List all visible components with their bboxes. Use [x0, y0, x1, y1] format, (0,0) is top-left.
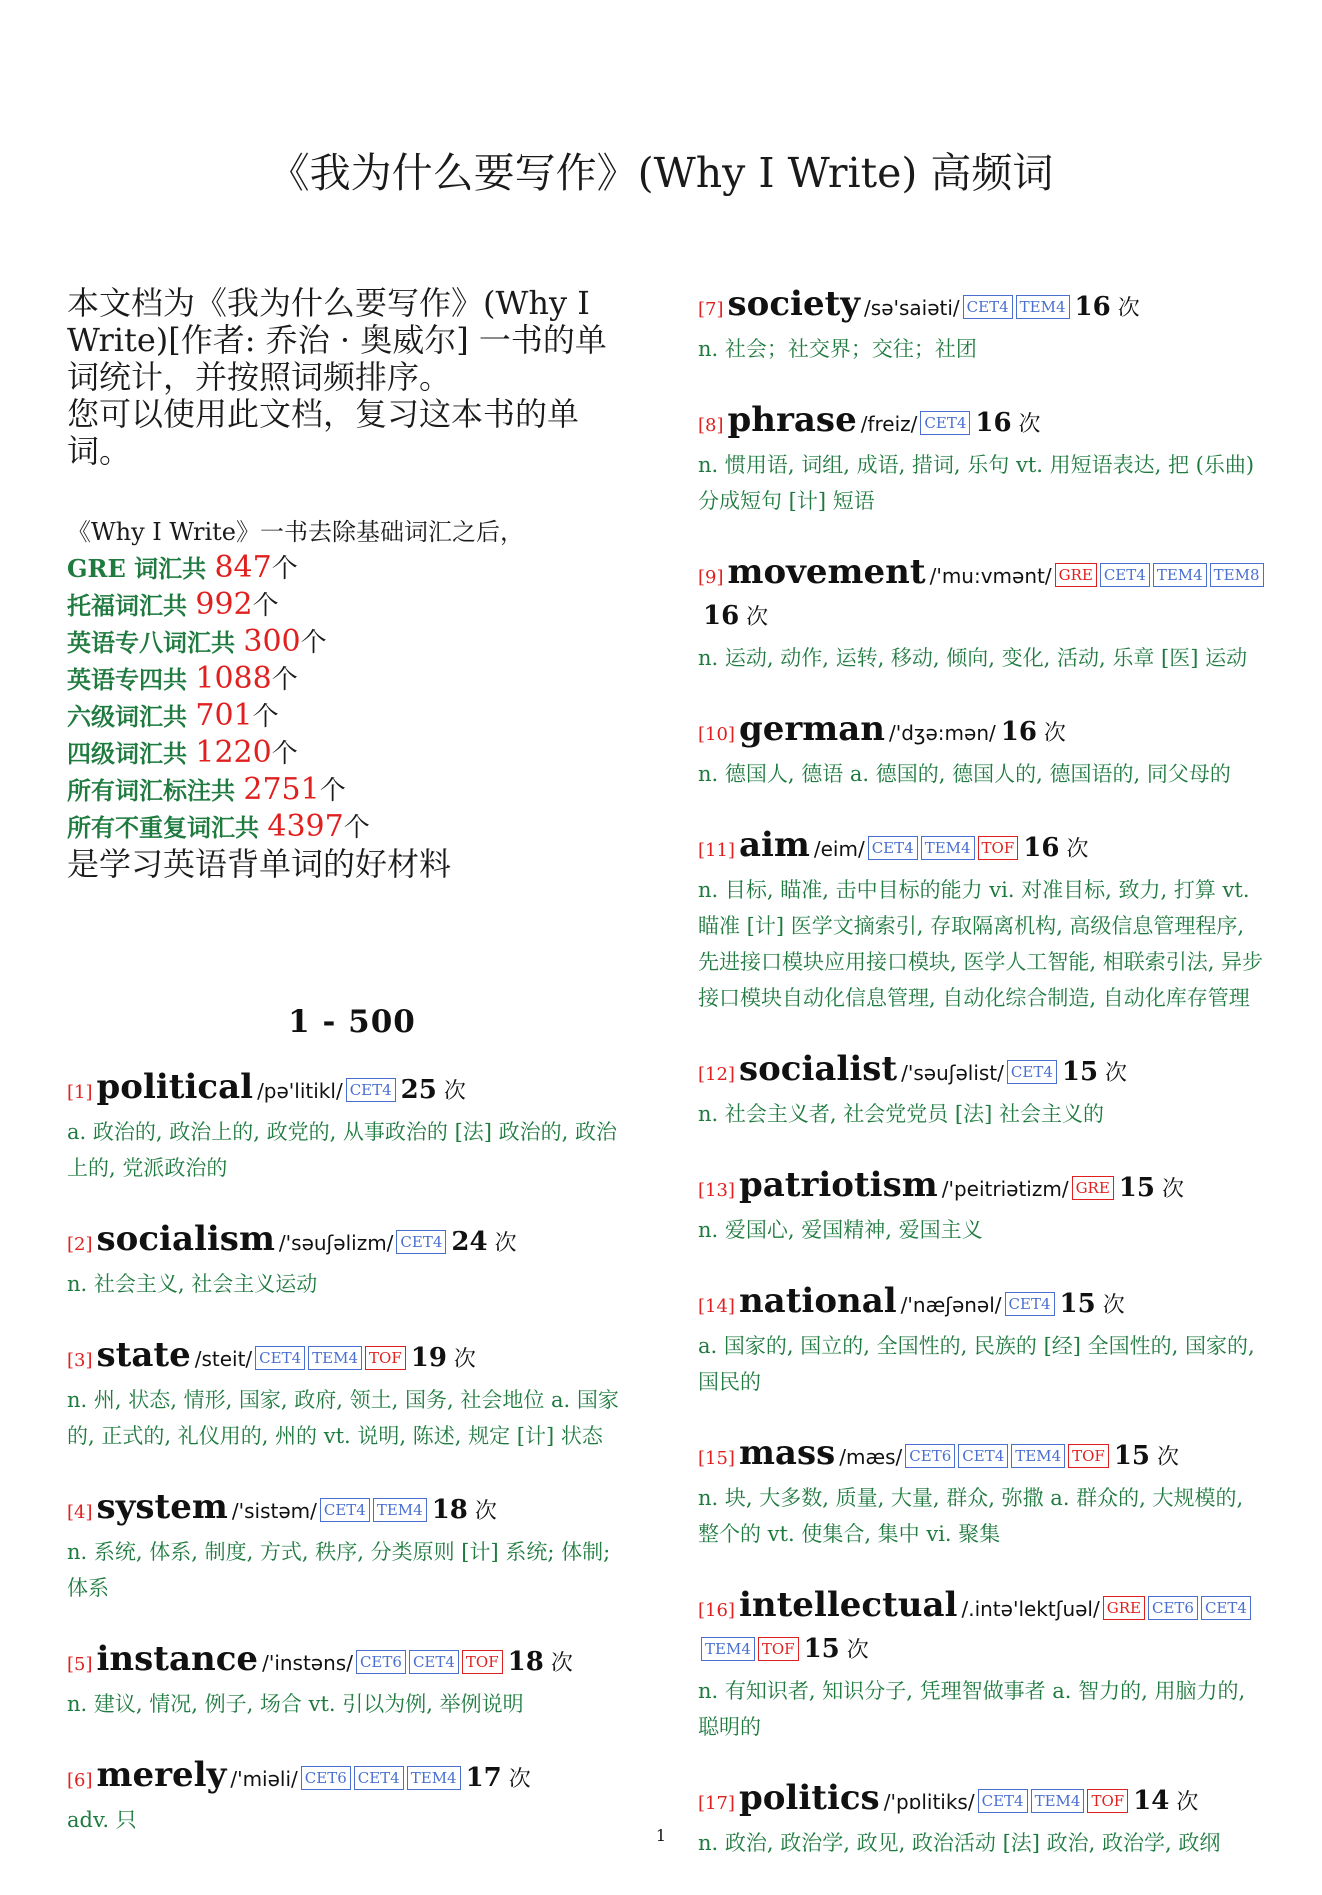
exam-tag-tof: TOF — [758, 1637, 799, 1661]
intro-line-2: 您可以使用此文档，复习这本书的单词。 — [67, 395, 580, 470]
entry-index: [2] — [67, 1234, 93, 1255]
word-entry — [698, 1166, 1268, 1248]
word-entry — [698, 401, 1268, 519]
word-entry — [67, 1488, 637, 1606]
entry-times-label: 次 — [1110, 296, 1140, 321]
entry-phonetic: /freiz/ — [860, 412, 918, 436]
stats-count: 847 — [214, 550, 272, 585]
entry-index: [10] — [698, 724, 735, 745]
entry-times-label: 次 — [1098, 1061, 1128, 1086]
entry-count: 24 — [451, 1227, 488, 1257]
stats-unit: 个 — [271, 739, 298, 769]
entry-head — [698, 1050, 1268, 1094]
word-entry — [698, 1779, 1268, 1861]
right-column — [698, 285, 1268, 1895]
exam-tag-gre: GRE — [1072, 1176, 1114, 1200]
entry-count: 15 — [1061, 1057, 1099, 1087]
entry-word: national — [738, 1281, 897, 1321]
word-entry — [67, 1068, 637, 1186]
exam-tag-cet6: CET6 — [301, 1766, 351, 1790]
entry-count: 14 — [1133, 1786, 1170, 1816]
entry-word: socialism — [96, 1219, 275, 1259]
entry-count: 16 — [975, 408, 1012, 438]
stats-unit: 个 — [319, 776, 346, 806]
exam-tag-gre: GRE — [1055, 563, 1097, 587]
exam-tag-tof: TOF — [978, 836, 1019, 860]
word-list-left — [67, 1068, 637, 1838]
word-entry — [67, 1336, 637, 1454]
word-entry — [698, 1586, 1268, 1745]
entry-word: socialist — [738, 1049, 898, 1089]
stats-count: 300 — [243, 624, 301, 659]
entry-count: 25 — [400, 1075, 437, 1105]
entry-definition: n. 社会主义, 社会主义运动 — [67, 1272, 318, 1296]
entry-index: [13] — [698, 1180, 735, 1201]
intro-line-1: 本文档为《我为什么要写作》(Why I Write)[作者: 乔治 · 奥威尔] 一书的单词统计，并按照词频排序。 — [67, 284, 607, 396]
entry-head — [698, 1282, 1268, 1326]
exam-tag-tof: TOF — [365, 1346, 406, 1370]
entry-word: state — [96, 1335, 191, 1375]
entry-count: 18 — [507, 1647, 544, 1677]
entry-word: intellectual — [738, 1585, 958, 1625]
entry-head — [67, 1220, 637, 1264]
entry-index: [4] — [67, 1502, 93, 1523]
entry-count: 15 — [1118, 1173, 1155, 1203]
entry-word: instance — [96, 1639, 259, 1679]
entry-definition: n. 运动, 动作, 运转, 移动, 倾向, 变化, 活动, 乐章 [医] 运动 — [698, 646, 1248, 670]
stats-label: 英语专八词汇共 — [67, 628, 244, 657]
entry-head — [67, 1640, 637, 1684]
word-entry — [698, 553, 1268, 676]
entry-definition: n. 社会；社交界；交往；社团 — [698, 337, 977, 361]
word-entry — [698, 1050, 1268, 1132]
word-entry — [698, 826, 1268, 1016]
left-column — [67, 285, 637, 1872]
entry-phonetic: /'pɒlitiks/ — [883, 1790, 975, 1814]
entry-definition: adv. 只 — [67, 1808, 137, 1832]
entry-head — [698, 826, 1268, 870]
range-heading: 1 - 500 — [288, 1004, 416, 1040]
stats-unit: 个 — [271, 554, 298, 584]
entry-head — [67, 1488, 637, 1532]
entry-times-label: 次 — [1095, 1293, 1125, 1318]
entry-word: mass — [738, 1433, 836, 1473]
entry-index: [6] — [67, 1770, 93, 1791]
entry-count: 18 — [431, 1495, 468, 1525]
entry-index: [15] — [698, 1448, 735, 1469]
exam-tag-tof: TOF — [1087, 1789, 1128, 1813]
entry-head — [698, 1434, 1268, 1478]
entry-phonetic: /'sistəm/ — [231, 1499, 317, 1523]
stats-rows — [67, 550, 637, 846]
exam-tag-tem4: TEM4 — [1016, 295, 1070, 319]
stats-label: GRE 词汇共 — [67, 554, 215, 583]
entry-times-label: 次 — [1154, 1177, 1184, 1202]
entry-count: 17 — [465, 1763, 502, 1793]
entry-phonetic: /pə'litikl/ — [257, 1079, 343, 1103]
stats-row — [67, 698, 637, 735]
exam-tag-tem4: TEM4 — [308, 1346, 362, 1370]
entry-index: [7] — [698, 299, 724, 320]
entry-index: [8] — [698, 415, 724, 436]
exam-tag-cet4: CET4 — [320, 1498, 370, 1522]
entry-definition: n. 州, 状态, 情形, 国家, 政府, 领土, 国务, 社会地位 a. 国家的, 正式的, 礼仪用的, 州的 vt. 说明, 陈述, 规定 [计] 状态 — [67, 1388, 619, 1448]
entry-times-label: 次 — [501, 1767, 531, 1792]
exam-tag-cet4: CET4 — [1100, 563, 1150, 587]
stats-closing: 是学习英语背单词的好材料 — [67, 845, 452, 883]
entry-phonetic: /mæs/ — [839, 1445, 903, 1469]
word-entry — [698, 710, 1268, 792]
exam-tag-cet4: CET4 — [346, 1078, 396, 1102]
stats-row — [67, 735, 637, 772]
entry-count: 16 — [703, 601, 740, 631]
entry-count: 16 — [1074, 292, 1111, 322]
stats-row — [67, 624, 637, 661]
entry-phonetic: /'instəns/ — [262, 1651, 353, 1675]
stats-row — [67, 550, 637, 587]
entry-definition: n. 系统, 体系, 制度, 方式, 秩序, 分类原则 [计] 系统; 体制; 体系 — [67, 1540, 611, 1600]
stats-label: 所有词汇标注共 — [67, 776, 244, 805]
stats-count: 4397 — [267, 809, 344, 844]
exam-tag-cet4: CET4 — [958, 1444, 1008, 1468]
entry-phonetic: /steit/ — [194, 1347, 253, 1371]
entry-index: [14] — [698, 1296, 735, 1317]
entry-definition: n. 政治, 政治学, 政见, 政治活动 [法] 政治, 政治学, 政纲 — [698, 1831, 1221, 1855]
exam-tag-cet4: CET4 — [409, 1650, 459, 1674]
entry-times-label: 次 — [1036, 721, 1066, 746]
entry-times-label: 次 — [543, 1651, 573, 1676]
entry-definition: n. 爱国心, 爱国精神, 爱国主义 — [698, 1218, 983, 1242]
entry-definition: n. 有知识者, 知识分子, 凭理智做事者 a. 智力的, 用脑力的, 聪明的 — [698, 1679, 1246, 1739]
entry-word: system — [96, 1487, 228, 1527]
entry-definition: n. 块, 大多数, 质量, 大量, 群众, 弥撒 a. 群众的, 大规模的, 整个的 vt. 使集合, 集中 vi. 聚集 — [698, 1486, 1244, 1546]
entry-index: [11] — [698, 840, 735, 861]
entry-times-label: 次 — [1169, 1790, 1199, 1815]
exam-tag-tof: TOF — [462, 1650, 503, 1674]
entry-definition: n. 建议, 情况, 例子, 场合 vt. 引以为例, 举例说明 — [67, 1692, 524, 1716]
document-title: 《我为什么要写作》(Why I Write) 高频词 — [268, 149, 1054, 197]
exam-tag-tof: TOF — [1068, 1444, 1109, 1468]
stats-count: 1220 — [195, 735, 272, 770]
entry-count: 15 — [1113, 1441, 1151, 1471]
exam-tag-cet4: CET4 — [868, 836, 918, 860]
entry-index: [12] — [698, 1064, 735, 1085]
exam-tag-tem4: TEM4 — [701, 1637, 755, 1661]
entry-times-label: 次 — [1150, 1445, 1180, 1470]
stats-count: 1088 — [195, 661, 272, 696]
stats-unit: 个 — [271, 665, 298, 695]
entry-head — [67, 1068, 637, 1112]
exam-tag-tem4: TEM4 — [1011, 1444, 1065, 1468]
word-entry — [698, 1434, 1268, 1552]
stats-count: 992 — [195, 587, 253, 622]
page-number: 1 — [655, 1826, 667, 1845]
exam-tag-tem4: TEM4 — [1031, 1789, 1085, 1813]
entry-phonetic: /.intə'lektʃuəl/ — [961, 1597, 1100, 1621]
entry-word: phrase — [727, 400, 857, 440]
exam-tag-cet6: CET6 — [905, 1444, 955, 1468]
exam-tag-tem4: TEM4 — [1153, 563, 1207, 587]
entry-count: 15 — [803, 1634, 840, 1664]
entry-index: [17] — [698, 1793, 735, 1814]
exam-tag-tem8: TEM8 — [1210, 563, 1264, 587]
entry-word: society — [727, 284, 861, 324]
stats-row — [67, 809, 637, 846]
word-entry — [67, 1220, 637, 1302]
entry-head — [698, 1779, 1268, 1823]
entry-times-label: 次 — [839, 1638, 869, 1663]
entry-definition: n. 社会主义者, 社会党党员 [法] 社会主义的 — [698, 1102, 1104, 1126]
entry-head — [67, 1336, 637, 1380]
stats-label: 四级词汇共 — [67, 739, 196, 768]
exam-tag-cet4: CET4 — [1005, 1292, 1055, 1316]
entry-head — [698, 285, 1268, 329]
stats-row — [67, 587, 637, 624]
entry-times-label: 次 — [436, 1079, 466, 1104]
entry-times-label: 次 — [467, 1499, 497, 1524]
vocab-stats — [67, 514, 637, 882]
exam-tag-cet4: CET4 — [354, 1766, 404, 1790]
exam-tag-cet4: CET4 — [963, 295, 1013, 319]
exam-tag-cet6: CET6 — [356, 1650, 406, 1674]
word-list-right — [698, 285, 1268, 1861]
entry-count: 16 — [1000, 717, 1037, 747]
entry-count: 16 — [1023, 833, 1060, 863]
stats-unit: 个 — [300, 628, 327, 658]
stats-row — [67, 772, 637, 809]
entry-index: [1] — [67, 1082, 93, 1103]
stats-label: 六级词汇共 — [67, 702, 196, 731]
stats-unit: 个 — [252, 702, 279, 732]
entry-definition: n. 德国人, 德语 a. 德国的, 德国人的, 德国语的, 同父母的 — [698, 762, 1231, 786]
word-entry — [698, 285, 1268, 367]
entry-times-label: 次 — [446, 1347, 476, 1372]
entry-word: aim — [738, 825, 810, 865]
exam-tag-tem4: TEM4 — [373, 1498, 427, 1522]
stats-label: 英语专四共 — [67, 665, 196, 694]
stats-count: 701 — [195, 698, 253, 733]
entry-phonetic: /'miəli/ — [230, 1767, 298, 1791]
entry-word: movement — [727, 552, 926, 592]
exam-tag-gre: GRE — [1103, 1596, 1145, 1620]
entry-index: [9] — [698, 567, 724, 588]
entry-count: 15 — [1059, 1289, 1096, 1319]
entry-head — [698, 710, 1268, 754]
entry-phonetic: /'mu:vmənt/ — [929, 564, 1052, 588]
entry-word: political — [96, 1067, 254, 1107]
entry-word: merely — [96, 1755, 227, 1795]
entry-word: german — [738, 709, 885, 749]
stats-label: 所有不重复词汇共 — [67, 813, 268, 842]
stats-lead: 《Why I Write》一书去除基础词汇之后， — [67, 518, 525, 546]
stats-label: 托福词汇共 — [67, 591, 196, 620]
entry-definition: n. 惯用语, 词组, 成语, 措词, 乐句 vt. 用短语表达, 把 (乐曲) 分成短句 [计] 短语 — [698, 453, 1255, 513]
entry-times-label: 次 — [1059, 837, 1089, 862]
word-entry — [67, 1640, 637, 1722]
entry-definition: a. 政治的, 政治上的, 政党的, 从事政治的 [法] 政治的, 政治上的, 党派政治的 — [67, 1120, 618, 1180]
intro-paragraph — [67, 285, 637, 470]
entry-times-label: 次 — [487, 1231, 517, 1256]
word-entry — [698, 1282, 1268, 1400]
exam-tag-tem4: TEM4 — [921, 836, 975, 860]
exam-tag-cet4: CET4 — [978, 1789, 1028, 1813]
entry-phonetic: /'næʃənəl/ — [900, 1293, 1002, 1317]
entry-index: [3] — [67, 1350, 93, 1371]
entry-head — [698, 553, 1268, 638]
entry-definition: a. 国家的, 国立的, 全国性的, 民族的 [经] 全国性的, 国家的, 国民的 — [698, 1334, 1255, 1394]
entry-phonetic: /'dʒə:mən/ — [889, 721, 996, 745]
entry-head — [698, 1586, 1268, 1671]
entry-word: politics — [738, 1778, 880, 1818]
exam-tag-cet6: CET6 — [1148, 1596, 1198, 1620]
entry-definition: n. 目标, 瞄准, 击中目标的能力 vi. 对准目标, 致力, 打算 vt. 瞄准 [计] 医学文摘索引, 存取隔离机构, 高级信息管理程序, 先进接口模块应用接口模块, 医学人工智能, 相联索引法, 异步接口模块自动化信息管理, 自动化综合制造, 自动化库存管理 — [698, 878, 1264, 1010]
entry-times-label: 次 — [1011, 412, 1041, 437]
entry-phonetic: /'səuʃəlist/ — [901, 1061, 1004, 1085]
entry-index: [16] — [698, 1600, 735, 1621]
exam-tag-tem4: TEM4 — [407, 1766, 461, 1790]
entry-phonetic: /'səuʃəlizm/ — [278, 1231, 394, 1255]
entry-index: [5] — [67, 1654, 93, 1675]
exam-tag-cet4: CET4 — [396, 1230, 446, 1254]
entry-head — [67, 1756, 637, 1800]
entry-phonetic: /eim/ — [813, 837, 865, 861]
entry-phonetic: /sə'saiəti/ — [864, 296, 960, 320]
exam-tag-cet4: CET4 — [920, 411, 970, 435]
entry-count: 19 — [410, 1343, 447, 1373]
entry-times-label: 次 — [739, 605, 769, 630]
entry-word: patriotism — [738, 1165, 938, 1205]
stats-unit: 个 — [252, 591, 279, 621]
entry-head — [698, 1166, 1268, 1210]
stats-count: 2751 — [243, 772, 320, 807]
stats-row — [67, 661, 637, 698]
exam-tag-cet4: CET4 — [1201, 1596, 1251, 1620]
entry-phonetic: /'peitriətizm/ — [941, 1177, 1069, 1201]
entry-head — [698, 401, 1268, 445]
exam-tag-cet4: CET4 — [1007, 1060, 1057, 1084]
stats-unit: 个 — [343, 813, 370, 843]
exam-tag-cet4: CET4 — [255, 1346, 305, 1370]
